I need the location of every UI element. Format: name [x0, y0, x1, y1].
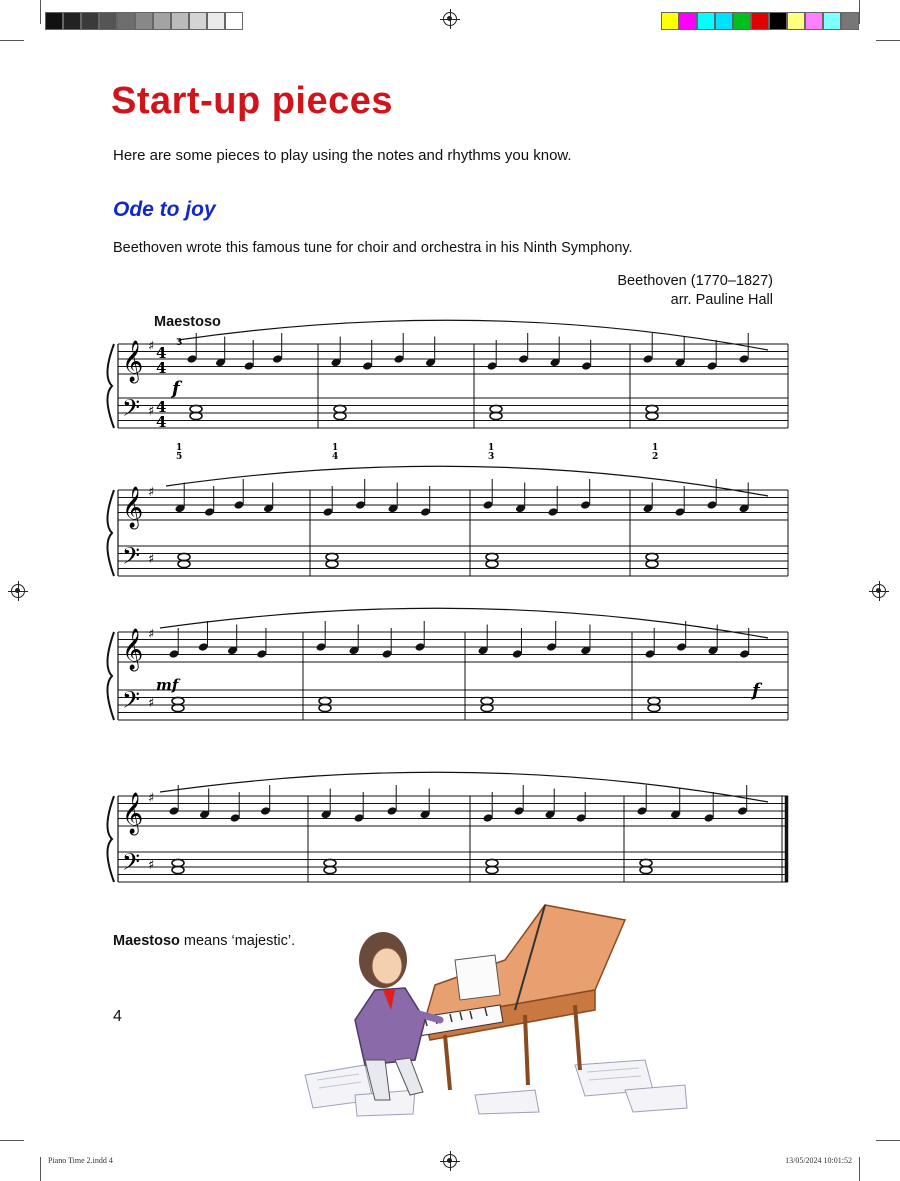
dynamic-marking: f	[172, 378, 180, 399]
key-signature-sharp: ♯	[148, 791, 155, 806]
composer-credit: Beethoven (1770–1827)	[617, 273, 773, 289]
treble-clef: 𝄞	[122, 629, 144, 670]
time-signature: 4	[156, 413, 167, 431]
tempo-marking: Maestoso	[154, 314, 221, 330]
brace	[107, 344, 114, 428]
key-signature-sharp: ♯	[148, 339, 155, 354]
fingering-number: 5	[176, 452, 183, 462]
key-signature-sharp: ♯	[148, 485, 155, 500]
piece-title: Ode to joy	[113, 198, 216, 221]
key-signature-sharp: ♯	[148, 552, 155, 567]
whole-note	[178, 553, 190, 560]
dynamic-marking: mf	[156, 676, 179, 694]
footnote	[113, 933, 295, 949]
brace	[107, 796, 114, 882]
key-signature-sharp: ♯	[148, 627, 155, 642]
print-slug-timestamp: 13/05/2024 10:01:52	[785, 1156, 852, 1165]
phrase-slur	[166, 466, 768, 496]
whole-note	[486, 859, 498, 866]
whole-note	[646, 553, 658, 560]
time-signature: 4	[156, 344, 167, 362]
whole-note	[486, 553, 498, 560]
treble-clef: 𝄞	[122, 487, 144, 528]
fingering-number: 1	[488, 443, 495, 453]
whole-note	[172, 859, 184, 866]
page-title: Start-up pieces	[111, 80, 394, 122]
bass-clef: 𝄢	[122, 542, 141, 575]
time-signature: 4	[156, 359, 167, 377]
footnote-term: Maestoso	[113, 933, 180, 949]
whole-note	[646, 405, 658, 412]
arranger-credit: arr. Pauline Hall	[670, 292, 773, 308]
fingering-number: 1	[332, 443, 339, 453]
whole-note	[640, 859, 652, 866]
treble-clef: 𝄞	[122, 793, 144, 834]
whole-note	[490, 405, 502, 412]
whole-note	[481, 697, 493, 704]
whole-note	[334, 405, 346, 412]
bass-clef: 𝄢	[122, 848, 141, 881]
footnote-definition: means ‘majestic’.	[179, 933, 296, 949]
fingering-number: 3	[176, 338, 183, 348]
brace	[107, 490, 114, 576]
phrase-slur	[160, 772, 768, 802]
whole-note	[326, 553, 338, 560]
whole-note	[319, 697, 331, 704]
time-signature: 4	[156, 398, 167, 416]
bass-clef: 𝄢	[122, 686, 141, 719]
fingering-number: 2	[652, 452, 659, 462]
fingering-number: 3	[488, 452, 495, 462]
key-signature-sharp: ♯	[148, 858, 155, 873]
brace	[107, 632, 114, 720]
fingering-number: 4	[332, 452, 339, 462]
piece-description: Beethoven wrote this famous tune for choir and orchestra in his Ninth Symphony.	[113, 240, 633, 256]
phrase-slur	[160, 608, 768, 638]
whole-note	[172, 697, 184, 704]
fingering-number: 1	[652, 443, 659, 453]
whole-note	[190, 405, 202, 412]
beethoven-illustration	[295, 900, 695, 1120]
treble-clef: 𝄞	[122, 341, 144, 382]
intro-text: Here are some pieces to play using the notes and rhythms you know.	[113, 147, 572, 164]
key-signature-sharp: ♯	[148, 696, 155, 711]
key-signature-sharp: ♯	[148, 404, 155, 419]
whole-note	[648, 697, 660, 704]
whole-note	[324, 859, 336, 866]
print-slug-file: Piano Time 2.indd 4	[48, 1156, 113, 1165]
fingering-number: 1	[176, 443, 183, 453]
page-number: 4	[113, 1008, 122, 1025]
bass-clef: 𝄢	[122, 394, 141, 427]
dynamic-marking: f	[752, 680, 760, 701]
phrase-slur	[178, 320, 768, 350]
